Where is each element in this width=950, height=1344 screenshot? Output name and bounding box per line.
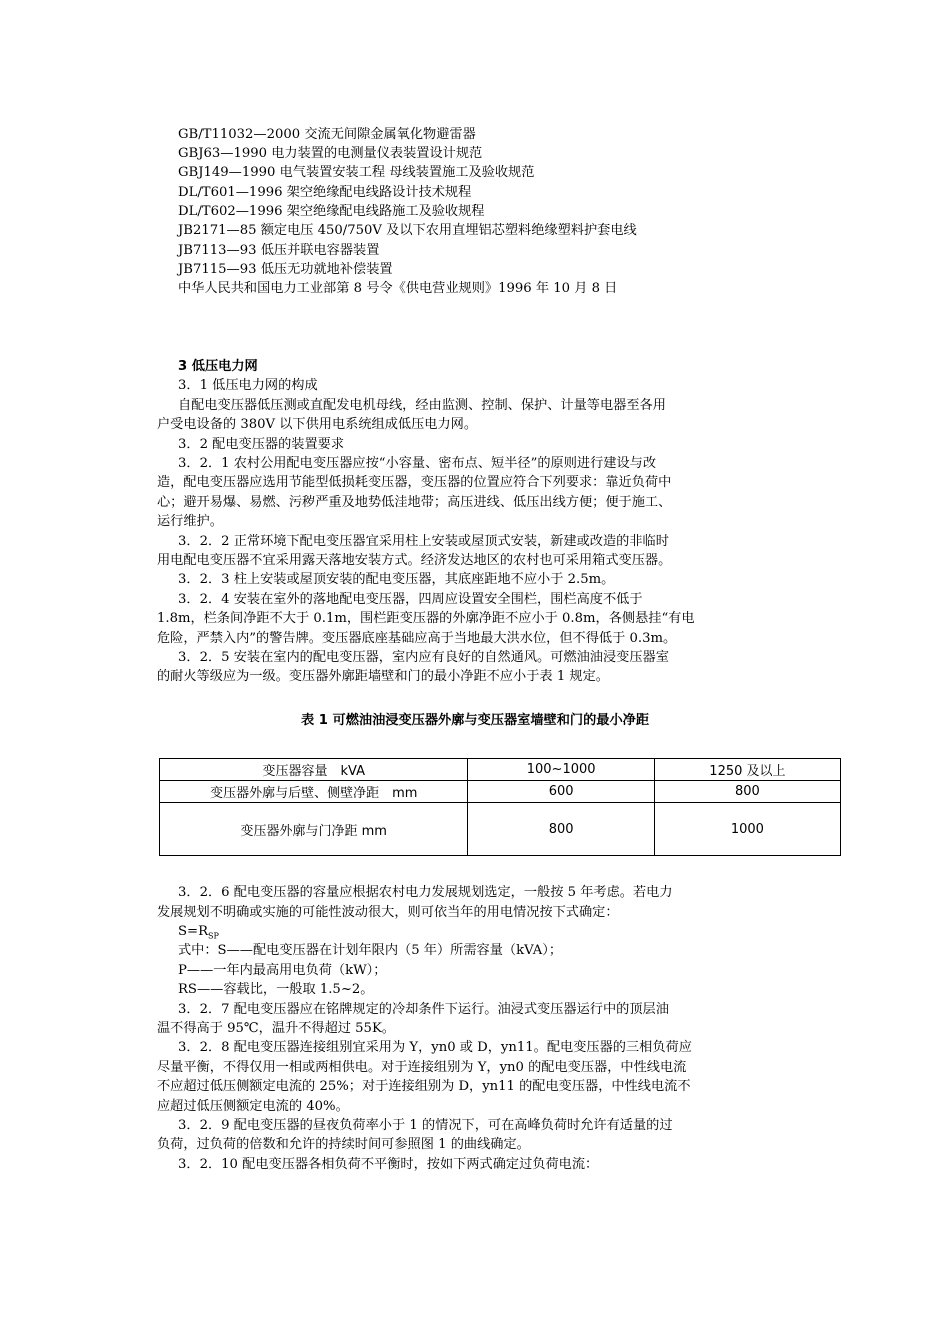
paragraph-line: 3．2．10 配电变压器各相负荷不平衡时，按如下两式确定过负荷电流：	[178, 1157, 599, 1172]
paragraph-line: 心；避开易爆、易燃、污秽严重及地势低洼地带；高压进线、低压出线方便；便于施工、	[157, 495, 672, 510]
paragraph-line: 1.8m，栏条间净距不大于 0.1m，围栏距变压器的外廓净距不应小于 0.8m，各侧悬挂“有电	[157, 611, 695, 626]
paragraph-line: 3．2．3 柱上安装或屋顶安装的配电变压器，其底座距地不应小于 2.5m。	[178, 572, 615, 587]
table-cell: 变压器容量 kVA	[160, 759, 468, 781]
definition-line: P——一年内最高用电负荷（kW）；	[178, 963, 387, 978]
paragraph-line: 温不得高于 95℃，温升不得超过 55K。	[157, 1021, 395, 1036]
table-cell: 800	[654, 781, 840, 803]
table-row	[160, 781, 841, 803]
reference-item: JB2171—85 额定电压 450/750V 及以下农用直埋铝芯塑料绝缘塑料护套电线	[178, 223, 637, 238]
table-cell: 100~1000	[468, 759, 654, 781]
paragraph-line: 户受电设备的 380V 以下供用电系统组成低压电力网。	[157, 417, 478, 432]
table-cell: 800	[468, 803, 654, 856]
formula-subscript: SP	[208, 931, 219, 941]
paragraph-line: 发展规划不明确或实施的可能性波动很大，则可依当年的用电情况按下式确定：	[157, 905, 619, 920]
table-row	[160, 803, 841, 856]
clearance-table	[159, 758, 841, 856]
paragraph-line: 3．2．4 安装在室外的落地配电变压器，四周应设置安全围栏，围栏高度不低于	[178, 592, 643, 607]
paragraph-line: 造，配电变压器应选用节能型低损耗变压器，变压器的位置应符合下列要求：靠近负荷中	[157, 475, 672, 490]
section-title: 3 低压电力网	[178, 359, 258, 374]
paragraph-line: 3．2．6 配电变压器的容量应根据农村电力发展规划选定，一般按 5 年考虑。若电力	[178, 885, 673, 900]
formula-main: S=R	[178, 924, 209, 939]
table-cell: 变压器外廓与后壁、侧壁净距 mm	[160, 781, 468, 803]
table-cell: 1250 及以上	[654, 759, 840, 781]
paragraph-line: 运行维护。	[157, 514, 223, 529]
paragraph-line: 3．2．8 配电变压器连接组别宜采用为 Y，yn0 或 D，yn11。配电变压器的三相负荷应	[178, 1040, 692, 1055]
paragraph-line: 危险，严禁入内”的警告牌。变压器底座基础应高于当地最大洪水位，但不得低于 0.3m。	[157, 631, 677, 646]
table-header-row	[160, 759, 841, 781]
table-cell: 600	[468, 781, 654, 803]
paragraph-line: 自配电变压器低压测或直配发电机母线，经由监测、控制、保护、计量等电器至各用	[178, 398, 666, 413]
paragraph-line: 用电配电变压器不宜采用露天落地安装方式。经济发达地区的农村也可采用箱式变压器。	[157, 553, 672, 568]
table-cell: 1000	[654, 803, 840, 856]
reference-item: GB/T11032—2000 交流无间隙金属氧化物避雷器	[178, 127, 476, 142]
paragraph-line: 不应超过低压侧额定电流的 25%；对于连接组别为 D，yn11 的配电变压器，中性线电流不	[157, 1079, 691, 1094]
reference-item: 中华人民共和国电力工业部第 8 号令《供电营业规则》1996 年 10 月 8 日	[178, 281, 618, 296]
paragraph-line: 3．2．2 正常环境下配电变压器宜采用柱上安装或屋顶式安装，新建或改造的非临时	[178, 534, 669, 549]
paragraph-line: 尽量平衡，不得仅用一相或两相供电。对于连接组别为 Y，yn0 的配电变压器，中性线电流	[157, 1060, 687, 1075]
paragraph-line: 3．2．5 安装在室内的配电变压器，室内应有良好的自然通风。可燃油油浸变压器室	[178, 650, 669, 665]
paragraph-line: 负荷，过负荷的倍数和允许的持续时间可参照图 1 的曲线确定。	[157, 1137, 530, 1152]
table-cell: 变压器外廓与门净距 mm	[160, 803, 468, 856]
reference-item: GBJ149—1990 电气装置安装工程 母线装置施工及验收规范	[178, 165, 535, 180]
paragraph-line: 的耐火等级应为一级。变压器外廓距墙壁和门的最小净距不应小于表 1 规定。	[157, 669, 609, 684]
paragraph-line: 应超过低压侧额定电流的 40%。	[157, 1099, 349, 1114]
subsection-title: 3．1 低压电力网的构成	[178, 378, 318, 393]
reference-item: DL/T601—1996 架空绝缘配电线路设计技术规程	[178, 185, 472, 200]
paragraph-line: 3．2．9 配电变压器的昼夜负荷率小于 1 的情况下，可在高峰负荷时允许有适量的过	[178, 1118, 673, 1133]
paragraph-line: 3．2．7 配电变压器应在铭牌规定的冷却条件下运行。油浸式变压器运行中的顶层油	[178, 1002, 669, 1017]
reference-item: JB7115—93 低压无功就地补偿装置	[178, 262, 393, 277]
reference-item: GBJ63—1990 电力装置的电测量仪表装置设计规范	[178, 146, 483, 161]
definition-line: RS——容载比，一般取 1.5~2。	[178, 982, 374, 997]
subsection-title: 3．2 配电变压器的装置要求	[178, 437, 345, 452]
definition-line: 式中：S——配电变压器在计划年限内（5 年）所需容量（kVA）；	[178, 943, 563, 958]
reference-item: JB7113—93 低压并联电容器装置	[178, 243, 380, 258]
table-caption: 表 1 可燃油油浸变压器外廓与变压器室墙壁和门的最小净距	[300, 713, 650, 728]
reference-item: DL/T602—1996 架空绝缘配电线路施工及验收规程	[178, 204, 485, 219]
paragraph-line: 3．2．1 农村公用配电变压器应按“小容量、密布点、短半径”的原则进行建设与改	[178, 456, 657, 471]
